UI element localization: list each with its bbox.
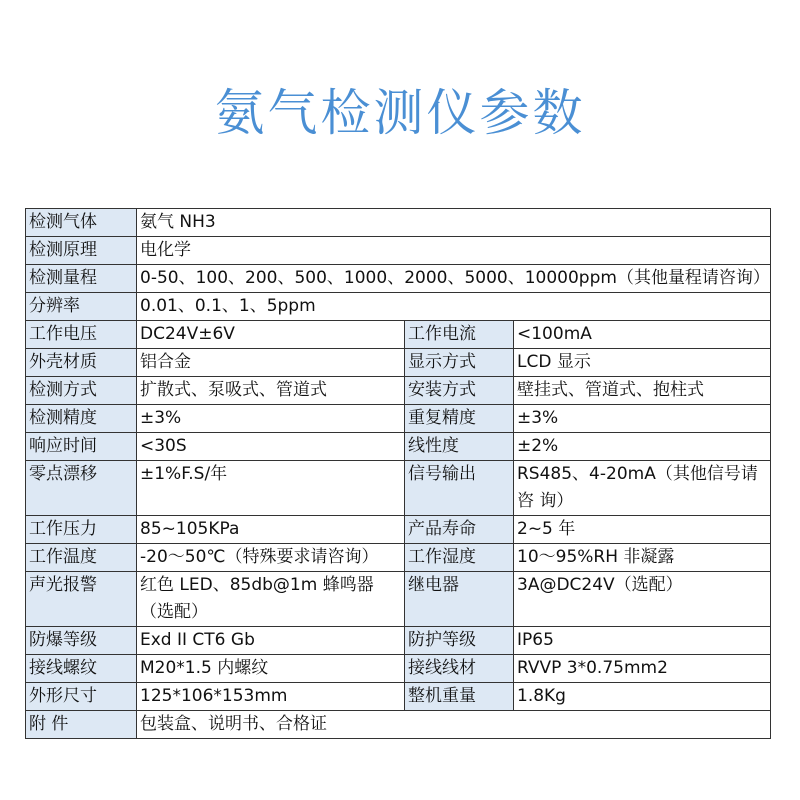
param-value: 2~5 年 bbox=[514, 516, 771, 544]
param-label: 重复精度 bbox=[405, 405, 514, 433]
table-row bbox=[26, 711, 771, 739]
param-value: 0.01、0.1、1、5ppm bbox=[137, 293, 771, 321]
table-row bbox=[26, 683, 771, 711]
param-label: 防爆等级 bbox=[26, 627, 137, 655]
param-value: ±3% bbox=[137, 405, 405, 433]
param-label: 产品寿命 bbox=[405, 516, 514, 544]
param-value: 1.8Kg bbox=[514, 683, 771, 711]
table-row bbox=[26, 655, 771, 683]
param-value: ±1%F.S/年 bbox=[137, 461, 405, 516]
table-row bbox=[26, 627, 771, 655]
param-label: 工作压力 bbox=[26, 516, 137, 544]
table-row bbox=[26, 377, 771, 405]
param-value: -20～50℃（特殊要求请咨询） bbox=[137, 544, 405, 572]
param-label: 分辨率 bbox=[26, 293, 137, 321]
table-row bbox=[26, 265, 771, 293]
param-value: 红色 LED、85db@1m 蜂鸣器（选配） bbox=[137, 572, 405, 627]
table-row bbox=[26, 405, 771, 433]
table-row bbox=[26, 516, 771, 544]
param-value: DC24V±6V bbox=[137, 321, 405, 349]
param-label: 防护等级 bbox=[405, 627, 514, 655]
param-value: 壁挂式、管道式、抱柱式 bbox=[514, 377, 771, 405]
param-value: 85~105KPa bbox=[137, 516, 405, 544]
param-label: 工作温度 bbox=[26, 544, 137, 572]
param-value: 10～95%RH 非凝露 bbox=[514, 544, 771, 572]
param-label: 线性度 bbox=[405, 433, 514, 461]
param-label: 外形尺寸 bbox=[26, 683, 137, 711]
param-value: RS485、4-20mA（其他信号请咨 询） bbox=[514, 461, 771, 516]
table-row bbox=[26, 349, 771, 377]
param-label: 检测量程 bbox=[26, 265, 137, 293]
param-value: M20*1.5 内螺纹 bbox=[137, 655, 405, 683]
param-label: 接线线材 bbox=[405, 655, 514, 683]
param-value: <100mA bbox=[514, 321, 771, 349]
param-label: 工作湿度 bbox=[405, 544, 514, 572]
param-label: 安装方式 bbox=[405, 377, 514, 405]
table-row bbox=[26, 321, 771, 349]
param-label: 显示方式 bbox=[405, 349, 514, 377]
param-value: IP65 bbox=[514, 627, 771, 655]
param-value: 电化学 bbox=[137, 237, 771, 265]
param-value: 125*106*153mm bbox=[137, 683, 405, 711]
table-row bbox=[26, 237, 771, 265]
param-label: 接线螺纹 bbox=[26, 655, 137, 683]
param-label: 工作电流 bbox=[405, 321, 514, 349]
page-title: 氨气检测仪参数 bbox=[214, 84, 586, 142]
param-value: 扩散式、泵吸式、管道式 bbox=[137, 377, 405, 405]
param-label: 声光报警 bbox=[26, 572, 137, 627]
param-value: ±2% bbox=[514, 433, 771, 461]
param-label: 继电器 bbox=[405, 572, 514, 627]
param-label: 工作电压 bbox=[26, 321, 137, 349]
param-label: 零点漂移 bbox=[26, 461, 137, 516]
param-label: 外壳材质 bbox=[26, 349, 137, 377]
param-value: 铝合金 bbox=[137, 349, 405, 377]
param-label: 检测精度 bbox=[26, 405, 137, 433]
table-row bbox=[26, 544, 771, 572]
param-label: 检测原理 bbox=[26, 237, 137, 265]
param-label: 检测方式 bbox=[26, 377, 137, 405]
param-value: Exd II CT6 Gb bbox=[137, 627, 405, 655]
param-value: 3A@DC24V（选配） bbox=[514, 572, 771, 627]
spec-table bbox=[25, 208, 771, 739]
table-row bbox=[26, 293, 771, 321]
table-row bbox=[26, 209, 771, 237]
param-value: <30S bbox=[137, 433, 405, 461]
param-value: LCD 显示 bbox=[514, 349, 771, 377]
param-value: ±3% bbox=[514, 405, 771, 433]
table-row bbox=[26, 572, 771, 627]
param-value: 0-50、100、200、500、1000、2000、5000、10000ppm（其他量程请咨询） bbox=[137, 265, 771, 293]
param-label: 信号输出 bbox=[405, 461, 514, 516]
param-value: 氨气 NH3 bbox=[137, 209, 771, 237]
param-label: 响应时间 bbox=[26, 433, 137, 461]
table-row bbox=[26, 461, 771, 516]
param-label: 检测气体 bbox=[26, 209, 137, 237]
param-value: RVVP 3*0.75mm2 bbox=[514, 655, 771, 683]
table-row bbox=[26, 433, 771, 461]
param-value: 包装盒、说明书、合格证 bbox=[137, 711, 771, 739]
param-label: 整机重量 bbox=[405, 683, 514, 711]
param-label: 附 件 bbox=[26, 711, 137, 739]
